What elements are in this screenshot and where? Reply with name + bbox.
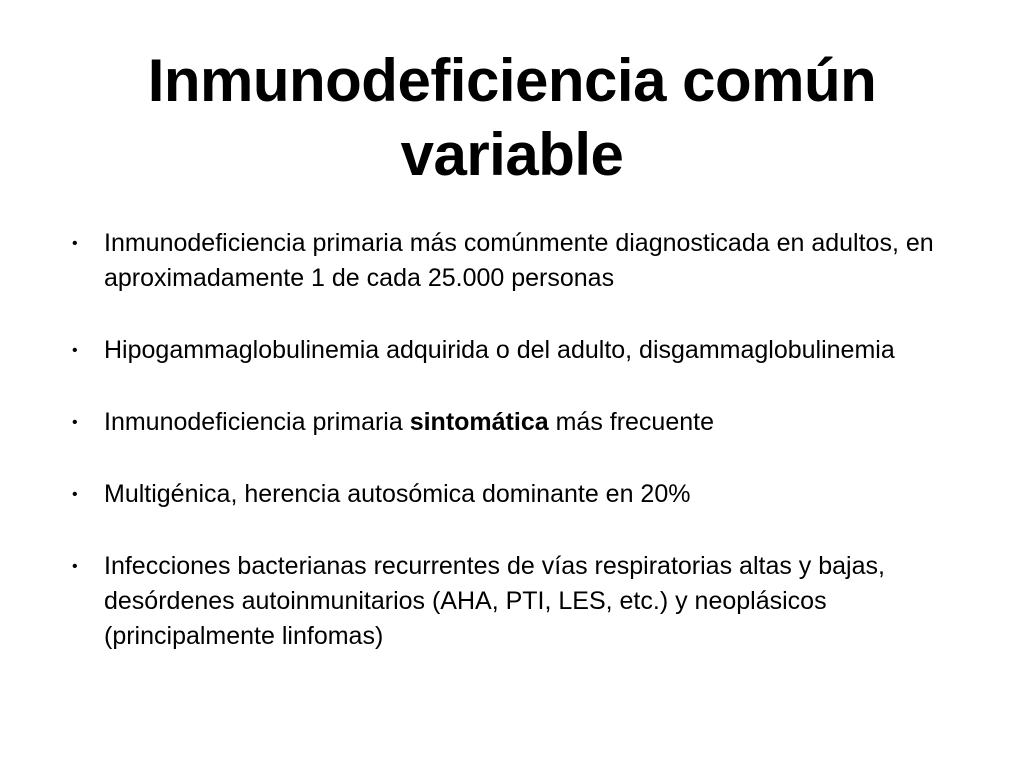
bullet-text-part: Inmunodeficiencia primaria xyxy=(104,408,410,436)
bullet-marker: • xyxy=(72,235,78,252)
bullet-item xyxy=(70,405,970,440)
bullet-text: Multigénica, herencia autosómica dominante en 20% xyxy=(104,480,691,508)
bullet-text-mixed xyxy=(104,405,970,440)
bullet-list xyxy=(70,226,970,691)
bullet-item xyxy=(70,333,970,368)
bullet-marker: • xyxy=(72,558,78,575)
bullet-text: Hipogammaglobulinemia adquirida o del adulto, disgammaglobulinemia xyxy=(104,336,895,364)
bullet-marker: • xyxy=(72,342,78,359)
bullet-text-part: más frecuente xyxy=(548,408,714,436)
bullet-item xyxy=(70,477,970,512)
bullet-marker: • xyxy=(72,486,78,503)
bullet-text: Infecciones bacterianas recurrentes de vías respiratorias altas y bajas, desórdenes autoinmunitarios (AHA, PTI, LES, etc.) y neoplásicos (principalmente linfomas) xyxy=(104,552,885,650)
bullet-item xyxy=(70,549,970,654)
bullet-text: Inmunodeficiencia primaria más comúnmente diagnosticada en adultos, en aproximadamente 1 de cada 25.000 personas xyxy=(104,229,934,292)
bullet-marker: • xyxy=(72,414,78,431)
bullet-item xyxy=(70,226,970,296)
bullet-text-emphasis: sintomática xyxy=(409,408,549,436)
slide-title: Inmunodeficiencia común variable xyxy=(147,47,877,188)
